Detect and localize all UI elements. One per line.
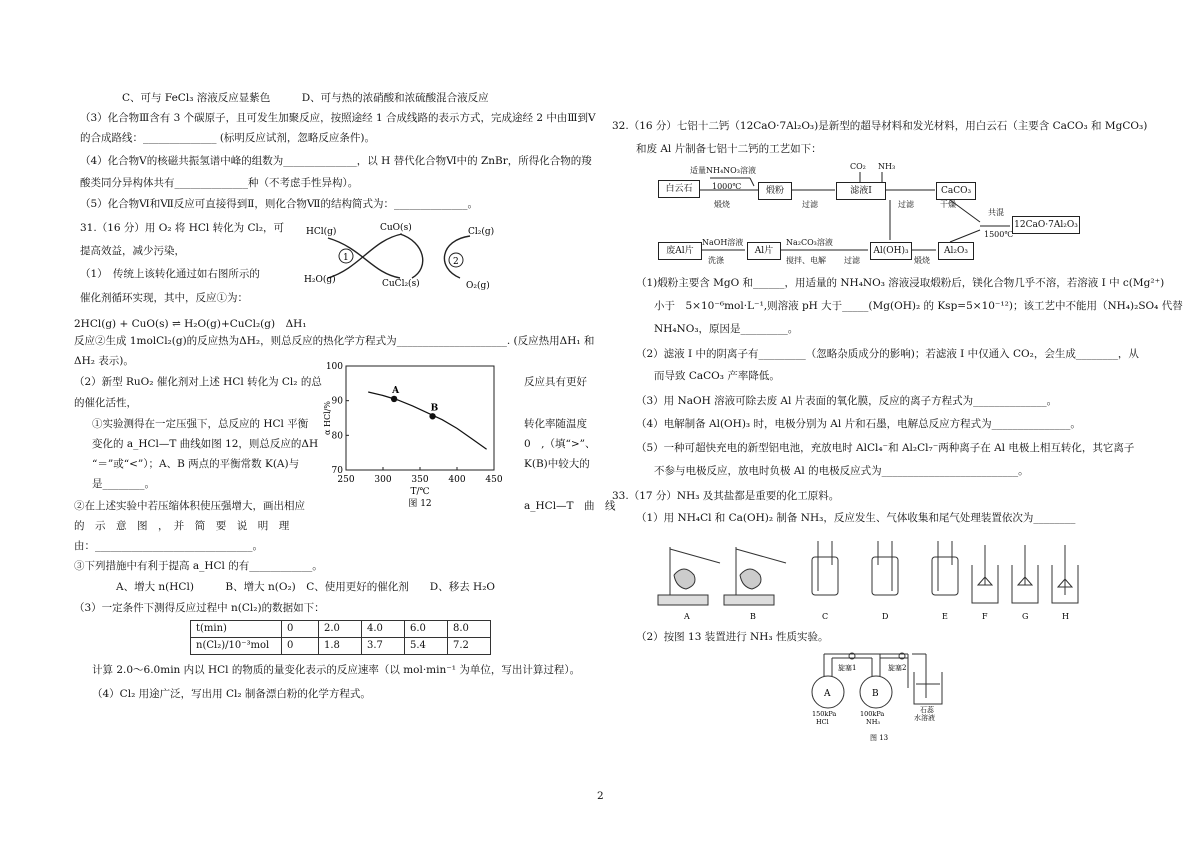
flow-label: 1500℃ <box>984 230 1014 239</box>
q-text: （4）电解制备 Al(OH)₃ 时，电极分别为 Al 片和石墨，电解总反应方程式为_______________。 <box>636 418 1081 430</box>
q-text: 的 示 意 图 ， 并 简 要 说 明 理 <box>74 520 290 532</box>
flow-node: 煅粉 <box>758 182 792 200</box>
pressure-label: 150kPa <box>812 710 837 718</box>
q-text: 和废 Al 片制备七铝十二钙的工艺如下： <box>636 143 822 155</box>
process-flowchart <box>650 160 1080 270</box>
q-text: （2）按图 13 装置进行 NH₃ 性质实验。 <box>636 631 829 643</box>
y-tick-label: 70 <box>331 466 343 476</box>
flow-node: CaCO₃ <box>936 182 976 200</box>
x-tick-label: 350 <box>411 475 429 485</box>
flow-label: 共混 <box>988 208 1004 217</box>
q-text: （1)煅粉主要含 MgO 和______，用适量的 NH₄NO₃ 溶液浸取煅粉后，镁化合物几乎不溶，若溶液 I 中 c(Mg²⁺) <box>636 277 1165 289</box>
flow-label: 过滤 <box>802 200 818 209</box>
options: A、增大 n(HCl) B、增大 n(O₂) C、使用更好的催化剂 D、移去 H₂O <box>116 581 496 593</box>
species-label: H₂O(g) <box>304 275 336 285</box>
data-point <box>429 413 435 419</box>
point-label: B <box>430 403 439 414</box>
q-text: 而导致 CaCO₃ 产率降低。 <box>654 370 780 382</box>
q-text: （3）化合物Ⅲ含有 3 个碳原子，且可发生加聚反应，按照途经 1 合成线路的表示方式，完成途经 2 中由Ⅲ到Ⅴ <box>80 112 596 124</box>
figure-caption: 图 13 <box>870 734 889 742</box>
q-text: 的合成路线：______________ (标明反应试剂，忽略反应条件)。 <box>80 132 376 144</box>
apparatus-label: B <box>750 612 756 621</box>
q-text: ③下列措施中有利于提高 a_HCl 的有____________。 <box>74 560 323 572</box>
q-text: （4）化合物Ⅴ的核磁共振氢谱中峰的组数为______________，以 H 替代化合物Ⅵ中的 ZnBr，所得化合物的羧 <box>80 155 592 167</box>
y-tick-label: 100 <box>325 362 343 372</box>
table-cell: t(min) <box>191 621 282 638</box>
flow-label: 搅拌、电解 <box>786 256 826 265</box>
series-line <box>368 392 486 449</box>
flow-label: 煅烧 <box>714 200 730 209</box>
table-cell: 7.2 <box>448 638 491 655</box>
q-text: 酸类同分异构体共有______________种（不考虑手性异构）。 <box>80 177 359 189</box>
flow-node: 废Al片 <box>658 242 702 260</box>
flow-label: CO₂ <box>850 162 866 171</box>
step-number: 2 <box>453 257 459 267</box>
q-text: 催化剂循环实现，其中，反应①为： <box>80 292 248 304</box>
apparatus-label: A <box>684 612 690 621</box>
flow-label: 过滤 <box>898 200 914 209</box>
q-text: 反应具有更好 <box>524 376 587 388</box>
q-text: （5）一种可超快充电的新型铝电池，充放电时 AlCl₄⁻和 Al₂Cl₇⁻两种离子在 Al 电极上相互转化，其它离子 <box>636 442 1135 454</box>
table-cell: 1.8 <box>319 638 362 655</box>
q33-title: 33.（17 分）NH₃ 及其盐都是重要的化工原料。 <box>612 490 840 502</box>
q-text: （2）新型 RuO₂ 催化剂对上述 HCl 转化为 Cl₂ 的总 <box>74 376 322 388</box>
table-cell: 0 <box>282 621 319 638</box>
flow-label: 过滤 <box>844 256 860 265</box>
reagent-label: 水溶液 <box>914 714 935 722</box>
table-cell: 8.0 <box>448 621 491 638</box>
q-text: a_HCl—T 曲 线 <box>524 500 616 512</box>
gas-label: HCl <box>816 718 829 726</box>
flow-node: 滤液I <box>836 182 886 200</box>
table-cell: 3.7 <box>362 638 405 655</box>
q-text: ΔH₂ 表示)。 <box>74 355 134 367</box>
x-tick-label: 450 <box>485 475 503 485</box>
q-text: 提高效益，减少污染， <box>80 245 185 257</box>
flow-label: 干燥 <box>940 200 956 209</box>
q-text: （3）用 NaOH 溶液可除去废 Al 片表面的氧化膜，反应的离子方程式为______________。 <box>636 395 1058 407</box>
x-tick-label: 250 <box>337 475 355 485</box>
q32-title: 32.（16 分）七铝十二钙（12CaO·7Al₂O₃)是新型的超导材料和发光材料，用白云石（主要含 CaCO₃ 和 MgCO₃) <box>612 120 1148 132</box>
x-tick-label: 400 <box>448 475 466 485</box>
flow-label: NaOH溶液 <box>702 238 744 247</box>
catalyst-cycle-diagram <box>300 218 510 298</box>
flow-label: NH₃ <box>878 162 896 171</box>
q-text: （1） 传统上该转化通过如右图所示的 <box>80 268 260 280</box>
gas-label: NH₃ <box>866 718 880 726</box>
q-text: 计算 2.0～6.0min 内以 HCl 的物质的量变化表示的反应速率（以 mol·min⁻¹ 为单位，写出计算过程）。 <box>92 664 581 676</box>
valve-label: 旋塞2 <box>888 664 907 672</box>
q-text: K(B)中较大的 <box>524 458 590 470</box>
table-cell: n(Cl₂)/10⁻³mol <box>191 638 282 655</box>
pressure-label: 100kPa <box>860 710 885 718</box>
q-text: 变化的 a_HCl—T 曲线如图 12，则总反应的ΔH <box>92 438 319 450</box>
apparatus-label: D <box>882 612 889 621</box>
option-line: C、可与 FeCl₃ 溶液反应显紫色 D、可与热的浓硝酸和浓硫酸混合液反应 <box>122 92 489 104</box>
apparatus-label: C <box>822 612 829 621</box>
flow-node: Al₂O₃ <box>938 242 974 260</box>
flow-node: 12CaO·7Al₂O₃ <box>1012 216 1080 234</box>
y-tick-label: 80 <box>331 431 343 442</box>
table-cell: 6.0 <box>405 621 448 638</box>
flow-label: 适量NH₄NO₃溶液 <box>690 166 756 175</box>
q-text: 转化率随温度 <box>524 418 587 430</box>
apparatus-label: F <box>982 612 988 621</box>
species-label: HCl(g) <box>306 227 337 237</box>
x-axis-label: T/℃ <box>410 487 430 497</box>
q-text: （5）化合物Ⅵ和Ⅶ反应可直接得到Ⅱ，则化合物Ⅶ的结构简式为：______________。 <box>80 198 478 210</box>
q-text: 0 ,（填“>”、 <box>524 438 596 450</box>
q-text: 是________。 <box>92 478 155 490</box>
apparatus-label: G <box>1022 612 1029 621</box>
apparatus-figure <box>650 535 1100 623</box>
apparatus-label: E <box>942 612 948 621</box>
q-text: 不参与电极反应，放电时负极 Al 的电极反应式为__________________________。 <box>654 465 1029 477</box>
x-tick-label: 300 <box>374 475 392 485</box>
q31-title: 31.（16 分）用 O₂ 将 HCl 转化为 Cl₂，可 <box>80 222 285 234</box>
data-point <box>391 396 397 402</box>
chart-title: 图 12 <box>408 499 432 509</box>
flow-node: Al(OH)₃ <box>870 242 912 260</box>
flow-label: 洗涤 <box>708 256 724 265</box>
q-text: ①实验测得在一定压强下，总反应的 HCl 平衡 <box>92 418 309 430</box>
table-cell: 5.4 <box>405 638 448 655</box>
flow-node: Al片 <box>747 242 781 260</box>
y-tick-label: 90 <box>331 396 343 407</box>
q-text: （2）滤液 I 中的阴离子有_________（忽略杂质成分的影响)；若滤液 I 中仅通入 CO₂，会生成________，从 <box>636 348 1139 360</box>
y-axis-label: α HCl/% <box>323 401 332 435</box>
flow-label: 煅烧 <box>914 256 930 265</box>
table-cell: 4.0 <box>362 621 405 638</box>
reagent-label: 石蕊 <box>920 706 934 714</box>
q-text: （1）用 NH₄Cl 和 Ca(OH)₂ 制备 NH₃，反应发生、气体收集和尾气处理装置依次为________ <box>636 512 1076 524</box>
figure-13 <box>808 648 978 746</box>
q-text: ②在上述实验中若压缩体积使压强增大，画出相应 <box>74 500 305 512</box>
q-text: （4）Cl₂ 用途广泛，写出用 Cl₂ 制备漂白粉的化学方程式。 <box>92 688 371 700</box>
step-number: 1 <box>343 253 349 263</box>
flow-label: Na₂CO₃溶液 <box>786 238 833 247</box>
flask-label: A <box>824 689 831 699</box>
species-label: CuO(s) <box>380 223 412 233</box>
apparatus-label: H <box>1062 612 1069 621</box>
valve-label: 旋塞1 <box>838 664 857 672</box>
q-text: 由：______________________________。 <box>74 540 263 552</box>
equation: 2HCl(g) + CuO(s) ⇌ H₂O(g)+CuCl₂(g) ΔH₁ <box>74 318 307 330</box>
flow-label: 1000℃ <box>712 182 742 191</box>
table-cell: 0 <box>282 638 319 655</box>
species-label: CuCl₂(s) <box>382 279 420 289</box>
conversion-temperature-chart <box>320 360 520 520</box>
point-label: A <box>392 385 400 396</box>
q-text: NH₄NO₃，原因是_________。 <box>654 323 799 335</box>
plot-frame <box>346 366 494 470</box>
species-label: Cl₂(g) <box>468 227 495 237</box>
flow-node: 白云石 <box>658 180 700 198</box>
q-text: 小于 5×10⁻⁶mol·L⁻¹,则溶液 pH 大于_____(Mg(OH)₂ 的 Ksp=5×10⁻¹²)；该工艺中不能用（NH₄)₂SO₄ 代替 <box>654 300 1183 312</box>
q-text: “＝”或“<”）；A、B 两点的平衡常数 K(A)与 <box>92 458 300 470</box>
page-number: 2 <box>597 790 604 802</box>
table-cell: 2.0 <box>319 621 362 638</box>
flask-label: B <box>872 689 879 699</box>
data-table <box>190 620 491 655</box>
q-text: 的催化活性， <box>74 397 137 409</box>
species-label: O₂(g) <box>466 281 490 291</box>
q-text: （3）一定条件下测得反应过程中 n(Cl₂)的数据如下： <box>74 602 325 614</box>
q-text: 反应②生成 1molCl₂(g)的反应热为ΔH₂，则总反应的热化学方程式为_____________________. (反应热用ΔH₁ 和 <box>74 335 595 347</box>
